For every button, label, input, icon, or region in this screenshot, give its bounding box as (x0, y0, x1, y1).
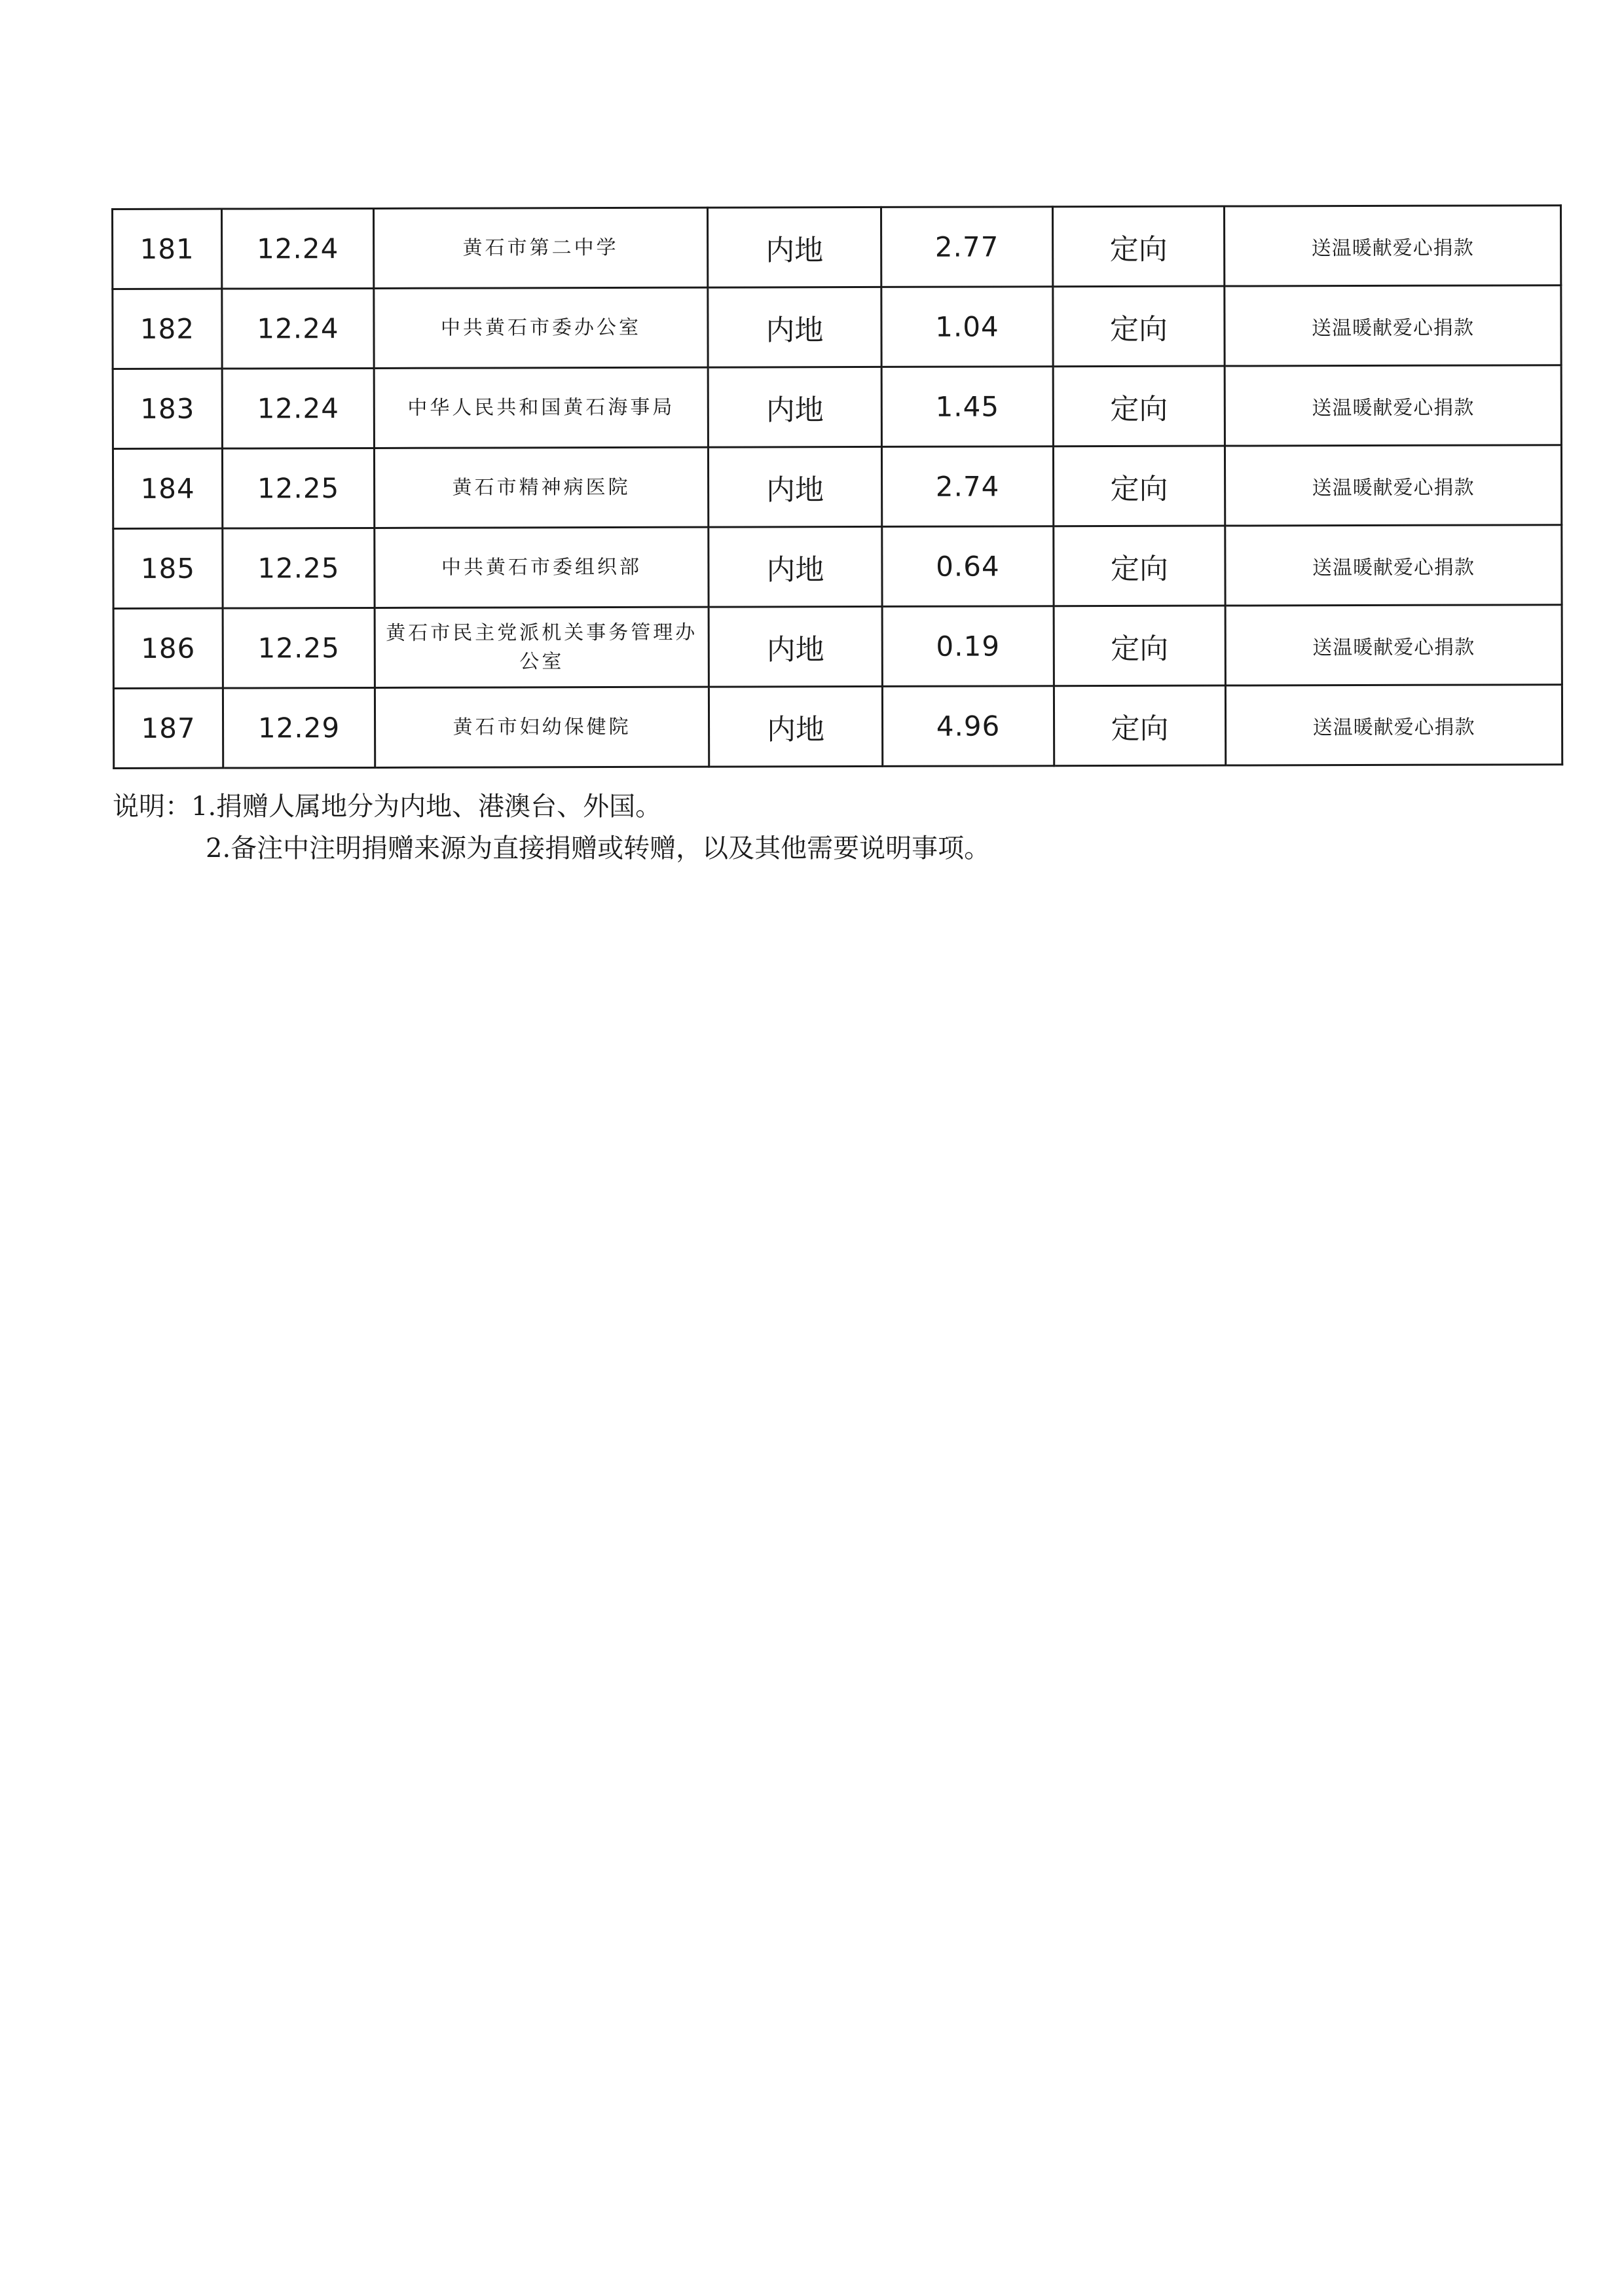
donor-cell: 中共黄石市委组织部 (375, 527, 709, 608)
notes-label: 说明： (113, 792, 191, 822)
note-cell: 送温暖献爱心捐款 (1225, 605, 1562, 685)
amount-cell: 1.45 (881, 367, 1053, 447)
row-number-cell: 187 (113, 688, 223, 768)
notes-section (113, 786, 1553, 869)
table-row (113, 365, 1561, 449)
row-number-cell: 185 (113, 528, 223, 608)
date-cell: 12.24 (222, 288, 374, 369)
table-row (113, 206, 1561, 289)
type-cell: 定向 (1054, 685, 1225, 766)
type-cell: 定向 (1053, 366, 1225, 446)
notes-item-2: 2.备注中注明捐赠来源为直接捐赠或转赠，以及其他需要说明事项。 (206, 833, 991, 864)
type-cell: 定向 (1053, 446, 1225, 526)
date-cell: 12.25 (223, 608, 375, 688)
donor-cell: 中华人民共和国黄石海事局 (374, 367, 708, 448)
donor-cell: 黄石市精神病医院 (374, 447, 708, 528)
amount-cell: 1.04 (881, 287, 1053, 367)
date-cell: 12.25 (223, 528, 375, 608)
amount-cell: 2.74 (881, 446, 1053, 527)
date-cell: 12.24 (222, 208, 374, 289)
row-number-cell: 186 (113, 608, 223, 688)
row-number-cell: 183 (113, 369, 222, 448)
table-row (113, 445, 1561, 529)
region-cell: 内地 (709, 526, 882, 607)
type-cell: 定向 (1054, 606, 1225, 686)
note-cell: 送温暖献爱心捐款 (1225, 685, 1562, 765)
note-cell: 送温暖献爱心捐款 (1224, 206, 1560, 286)
table-row (113, 685, 1562, 769)
region-cell: 内地 (708, 367, 881, 447)
table-row (113, 285, 1561, 369)
date-cell: 12.24 (222, 368, 374, 448)
region-cell: 内地 (708, 287, 881, 367)
row-number-cell: 181 (113, 209, 222, 289)
donation-table (111, 204, 1563, 769)
amount-cell: 4.96 (882, 686, 1054, 767)
region-cell: 内地 (708, 207, 881, 287)
donor-cell: 黄石市妇幼保健院 (375, 687, 709, 767)
note-cell: 送温暖献爱心捐款 (1225, 365, 1561, 446)
region-cell: 内地 (708, 446, 881, 527)
row-number-cell: 182 (113, 289, 222, 369)
table-row (113, 605, 1562, 689)
donor-cell: 黄石市民主党派机关事务管理办公室 (375, 607, 709, 687)
donor-cell: 中共黄石市委办公室 (374, 287, 708, 368)
type-cell: 定向 (1053, 286, 1225, 367)
table-row (113, 525, 1562, 609)
type-cell: 定向 (1052, 206, 1224, 287)
note-cell: 送温暖献爱心捐款 (1225, 285, 1561, 366)
note-cell: 送温暖献爱心捐款 (1225, 445, 1561, 526)
amount-cell: 2.77 (881, 207, 1052, 287)
date-cell: 12.25 (222, 448, 374, 528)
amount-cell: 0.19 (882, 606, 1054, 687)
note-cell: 送温暖献爱心捐款 (1225, 525, 1562, 606)
amount-cell: 0.64 (882, 526, 1054, 607)
type-cell: 定向 (1054, 526, 1225, 606)
donor-cell: 黄石市第二中学 (374, 208, 708, 288)
notes-item-1: 1.捐赠人属地分为内地、港澳台、外国。 (191, 792, 662, 822)
region-cell: 内地 (709, 686, 882, 767)
row-number-cell: 184 (113, 448, 222, 528)
date-cell: 12.29 (223, 687, 375, 768)
region-cell: 内地 (709, 606, 882, 687)
